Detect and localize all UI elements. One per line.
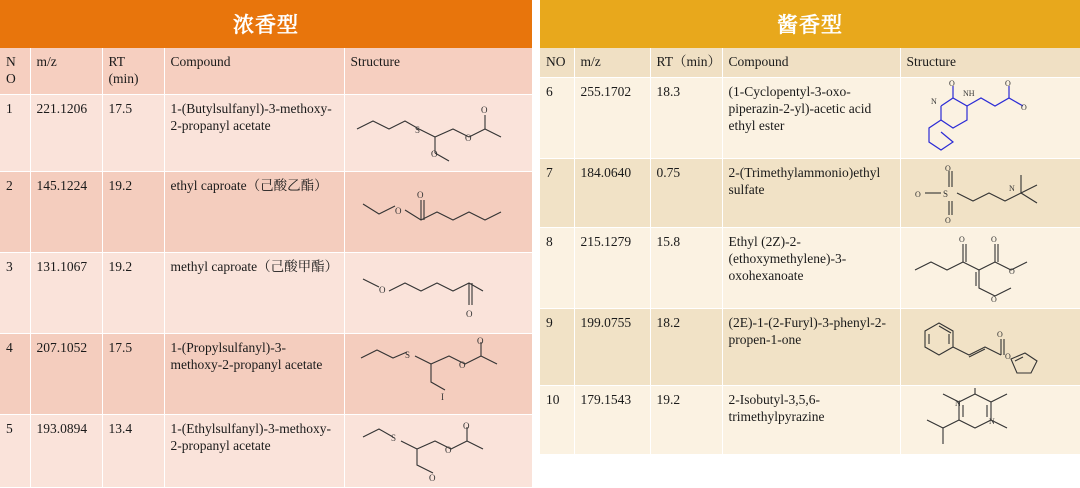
cell-structure <box>344 94 532 171</box>
svg-text:O: O <box>465 308 472 319</box>
cell-structure <box>344 414 532 487</box>
svg-text:O: O <box>1004 351 1011 361</box>
column-header-structure: Structure <box>900 48 1080 77</box>
svg-text:O: O <box>990 234 997 244</box>
svg-text:O: O <box>1004 79 1011 88</box>
cell-mz: 193.0894 <box>30 414 102 487</box>
cell-no: 4 <box>0 333 30 414</box>
svg-text:O: O <box>476 335 483 346</box>
cell-compound: (1-Cyclopentyl-3-oxo-piperazin-2-yl)-acetic acid ethyl ester <box>722 77 900 158</box>
cell-mz: 179.1543 <box>574 385 650 454</box>
svg-text:O: O <box>428 472 435 483</box>
trimethylammonioethyl-sulfate-structure-icon <box>905 161 1077 225</box>
cell-mz: 207.1052 <box>30 333 102 414</box>
svg-text:O: O <box>444 444 451 455</box>
svg-text:NH: NH <box>962 88 975 98</box>
cell-rt: 13.4 <box>102 414 164 487</box>
cell-rt: 17.5 <box>102 333 164 414</box>
cell-structure <box>900 308 1080 385</box>
table-header-row-left <box>0 48 532 94</box>
cell-no: 2 <box>0 171 30 252</box>
cell-no: 1 <box>0 94 30 171</box>
table-row <box>540 308 1080 385</box>
svg-text:O: O <box>944 215 951 225</box>
svg-text:O: O <box>394 205 401 216</box>
table-row <box>540 158 1080 227</box>
cell-structure <box>344 171 532 252</box>
cell-compound: 2-Isobutyl-3,5,6-trimethylpyrazine <box>722 385 900 454</box>
svg-text:N: N <box>988 416 995 426</box>
cell-mz: 131.1067 <box>30 252 102 333</box>
cell-compound: 1-(Butylsulfanyl)-3-methoxy-2-propanyl acetate <box>164 94 344 171</box>
cell-rt: 19.2 <box>102 171 164 252</box>
cell-structure <box>344 333 532 414</box>
ethylsulfanyl-methoxy-propanyl-acetate-structure-icon <box>349 417 529 485</box>
cell-structure <box>900 77 1080 158</box>
table-row <box>0 414 532 487</box>
cell-no: 10 <box>540 385 574 454</box>
svg-text:S: S <box>390 432 396 443</box>
column-header-rt: RT (min) <box>102 48 164 94</box>
cell-rt: 18.3 <box>650 77 722 158</box>
svg-text:O: O <box>944 163 951 173</box>
cell-no: 9 <box>540 308 574 385</box>
furyl-phenyl-propenone-structure-icon <box>905 311 1077 383</box>
cell-mz: 145.1224 <box>30 171 102 252</box>
panel-nongxiangxing <box>0 0 532 488</box>
column-header-compound: Compound <box>164 48 344 94</box>
panel-title-left: 浓香型 <box>0 0 532 48</box>
cell-rt: 0.75 <box>650 158 722 227</box>
svg-text:O: O <box>416 189 423 200</box>
cell-no: 6 <box>540 77 574 158</box>
svg-text:I: I <box>440 391 444 402</box>
cell-no: 3 <box>0 252 30 333</box>
panel-title-right: 酱香型 <box>540 0 1080 48</box>
cell-compound: 1-(Ethylsulfanyl)-3-methoxy-2-propanyl acetate <box>164 414 344 487</box>
column-header-structure: Structure <box>344 48 532 94</box>
ethyl-caproate-structure-icon <box>349 174 529 250</box>
svg-text:N: N <box>954 398 961 408</box>
cell-no: 5 <box>0 414 30 487</box>
svg-text:N: N <box>930 96 937 106</box>
cell-rt: 17.5 <box>102 94 164 171</box>
svg-text:O: O <box>996 329 1003 339</box>
svg-text:O: O <box>914 189 921 199</box>
cell-mz: 255.1702 <box>574 77 650 158</box>
svg-text:S: S <box>414 124 420 135</box>
compound-table-left <box>0 48 532 488</box>
cell-compound: ethyl caproate（己酸乙酯） <box>164 171 344 252</box>
column-header-mz: m/z <box>574 48 650 77</box>
cell-structure <box>900 158 1080 227</box>
svg-text:O: O <box>1008 266 1015 276</box>
table-row <box>0 252 532 333</box>
cell-mz: 184.0640 <box>574 158 650 227</box>
svg-text:S: S <box>942 188 948 199</box>
cell-structure <box>900 385 1080 454</box>
cell-structure <box>344 252 532 333</box>
table-row <box>540 227 1080 308</box>
table-header-row-right <box>540 48 1080 77</box>
isobutyl-trimethylpyrazine-structure-icon <box>905 388 1077 452</box>
svg-text:O: O <box>990 294 997 304</box>
cell-mz: 221.1206 <box>30 94 102 171</box>
cell-no: 7 <box>540 158 574 227</box>
methyl-caproate-structure-icon <box>349 255 529 331</box>
column-header-mz: m/z <box>30 48 102 94</box>
propylsulfanyl-methoxy-propanyl-acetate-structure-icon <box>349 336 529 412</box>
cell-mz: 215.1279 <box>574 227 650 308</box>
svg-text:O: O <box>458 359 465 370</box>
cell-compound: 1-(Propylsulfanyl)-3-methoxy-2-propanyl acetate <box>164 333 344 414</box>
svg-text:O: O <box>1020 102 1027 112</box>
table-row <box>0 333 532 414</box>
panel-jiangxiangxing <box>540 0 1080 455</box>
cell-compound: methyl caproate（己酸甲酯） <box>164 252 344 333</box>
column-header-no: NO <box>540 48 574 77</box>
ethyl-ethoxymethylene-oxohexanoate-structure-icon <box>905 230 1077 306</box>
svg-text:O: O <box>462 420 469 431</box>
cell-compound: 2-(Trimethylammonio)ethyl sulfate <box>722 158 900 227</box>
column-header-compound: Compound <box>722 48 900 77</box>
cell-compound: (2E)-1-(2-Furyl)-3-phenyl-2-propen-1-one <box>722 308 900 385</box>
compound-table-right <box>540 48 1080 455</box>
cell-rt: 19.2 <box>650 385 722 454</box>
column-header-rt: RT（min） <box>650 48 722 77</box>
svg-text:O: O <box>378 284 385 295</box>
svg-text:O: O <box>480 104 487 115</box>
cell-rt: 19.2 <box>102 252 164 333</box>
cell-rt: 18.2 <box>650 308 722 385</box>
table-row <box>540 77 1080 158</box>
cell-mz: 199.0755 <box>574 308 650 385</box>
svg-text:O: O <box>430 148 437 159</box>
svg-text:S: S <box>404 349 410 360</box>
svg-text:N: N <box>1008 183 1015 193</box>
svg-text:O: O <box>464 132 471 143</box>
cell-no: 8 <box>540 227 574 308</box>
cyclopentyl-oxo-piperazinyl-acetic-acid-ethyl-ester-structure-icon <box>905 80 1077 156</box>
butylsulfanyl-methoxy-propanyl-acetate-structure-icon <box>349 97 529 169</box>
svg-text:O: O <box>948 79 955 88</box>
cell-structure <box>900 227 1080 308</box>
table-row <box>0 171 532 252</box>
cell-compound: Ethyl (2Z)-2-(ethoxymethylene)-3-oxohexanoate <box>722 227 900 308</box>
table-row <box>0 94 532 171</box>
table-row <box>540 385 1080 454</box>
cell-rt: 15.8 <box>650 227 722 308</box>
svg-text:O: O <box>958 234 965 244</box>
column-header-no: N O <box>0 48 30 94</box>
